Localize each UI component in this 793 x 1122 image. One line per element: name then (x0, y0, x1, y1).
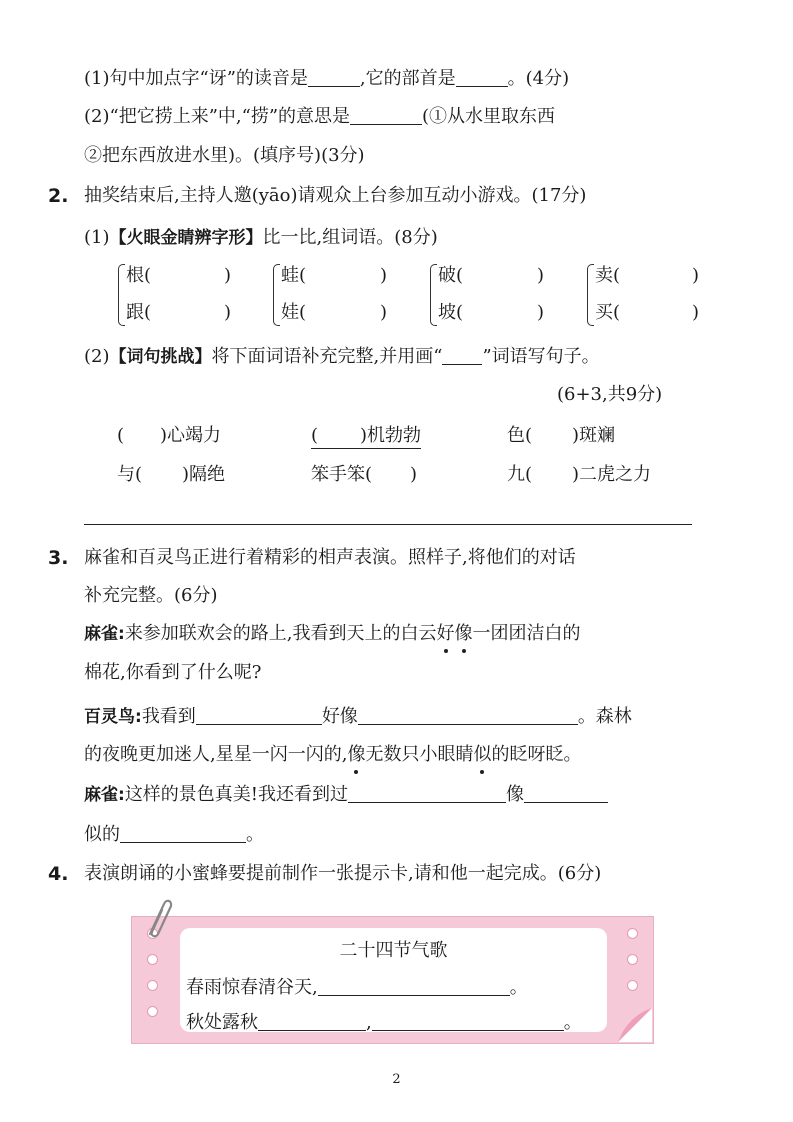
card-hole (627, 954, 638, 965)
pair-close: ) (224, 302, 232, 323)
word-item: 九( )二虎之力 (507, 464, 652, 485)
q1-sub2-text-a: (2)“把它捞上来”中,“捞”的意思是 (84, 106, 351, 127)
card-hole (627, 980, 638, 991)
word-item: 笨手笨( ) (311, 464, 418, 485)
brace-icon (587, 264, 594, 326)
dotted-char: 像 (347, 744, 366, 765)
pair-close: ) (537, 265, 545, 286)
q2-part2-text-a: 将下面词语补充完整,并用画“ (211, 346, 443, 367)
speaker-sparrow: 麻雀: (84, 785, 125, 805)
underline-sample (442, 344, 482, 365)
q1-sub2-line (84, 104, 555, 129)
dotted-char: 像 (454, 623, 473, 644)
pair-top: 破( (438, 265, 464, 286)
sentence-answer-line[interactable] (84, 524, 692, 525)
word-item: 与( )隔绝 (117, 464, 226, 485)
q1-sub1-text-a: (1)句中加点字“讶”的读音是 (84, 68, 308, 89)
q3-speaker2-line: 百灵鸟:我看到 好像 。森林 (84, 706, 632, 727)
pair-bottom: 坡( (438, 302, 464, 323)
speaker-sparrow: 麻雀: (84, 624, 125, 644)
pair-close: ) (537, 302, 545, 323)
q2-part2-prefix: (2) (84, 346, 110, 367)
pair-bottom: 跟( (126, 302, 152, 323)
card-hole (147, 954, 158, 965)
pair-close: ) (692, 302, 700, 323)
pair-bottom: 买( (595, 302, 621, 323)
q1-sub1-line (84, 66, 569, 91)
question-number: 4. (48, 863, 69, 885)
answer-blank[interactable] (120, 822, 246, 843)
brace-icon (118, 264, 125, 326)
card-hole (147, 980, 158, 991)
pair-close: ) (224, 265, 232, 286)
q2-part2-score: (6+3,共9分) (557, 384, 663, 405)
word-item: 色( )斑斓 (507, 425, 616, 446)
q2-part1-prefix: (1) (84, 227, 110, 248)
q2-part1-line (84, 226, 438, 250)
q2-part1-text: 比一比,组词语。(8分) (262, 227, 438, 248)
pair-close: ) (692, 265, 700, 286)
dotted-char: 好 (436, 623, 455, 644)
q3-text2: 补充完整。(6分) (84, 585, 218, 606)
brace-icon (273, 264, 280, 326)
answer-blank[interactable] (308, 66, 360, 87)
q3-speaker1-line2: 棉花,你看到了什么呢? (84, 662, 262, 683)
page-number: 2 (392, 1072, 401, 1087)
q1-sub1-text-c: 。(4分) (507, 68, 570, 89)
answer-blank[interactable] (258, 1010, 366, 1031)
q1-sub2-text-b: (①从水里取东西 (422, 106, 556, 127)
paperclip-icon (140, 896, 176, 942)
card-hole (627, 928, 638, 939)
word-item: ( )心竭力 (117, 425, 222, 446)
q2-part1-tag: 【火眼金睛辨字形】 (109, 228, 263, 248)
q3-speaker3-line: 麻雀:这样的景色真美!我还看到过 像 (84, 782, 608, 807)
q3-speaker3-line2: 似的 。 (84, 824, 264, 845)
q3-speaker2-line2: 的夜晚更加迷人,星星一闪一闪的,像无数只小眼睛似的眨呀眨。 (84, 744, 582, 765)
q1-sub2-line2: ②把东西放进水里)。(填序号)(3分) (84, 145, 365, 166)
pair-top: 根( (126, 265, 152, 286)
pair-bottom: 娃( (281, 302, 307, 323)
answer-blank[interactable] (318, 975, 510, 996)
q3-speaker1-line: 麻雀:来参加联欢会的路上,我看到天上的白云好像一团团洁白的 (84, 623, 581, 644)
answer-blank[interactable] (456, 66, 508, 87)
pair-top: 卖( (595, 265, 621, 286)
card-title: 二十四节气歌 (339, 940, 448, 961)
speaker-lark: 百灵鸟: (84, 707, 142, 727)
q3-text1: 麻雀和百灵鸟正进行着精彩的相声表演。照样子,将他们的对话 (84, 547, 576, 568)
question-number: 3. (48, 547, 69, 569)
answer-blank[interactable] (524, 782, 608, 803)
q2-part2-tag: 【词句挑战】 (109, 347, 212, 367)
answer-blank[interactable] (372, 1010, 564, 1031)
word-item-underlined: ( )机勃勃 (311, 424, 421, 449)
card-hole (147, 1006, 158, 1017)
card-line2: 秋处露秋 , 。 (186, 1012, 582, 1033)
folded-corner-icon (618, 1008, 652, 1042)
answer-blank[interactable] (348, 782, 506, 803)
question-number: 2. (48, 185, 69, 207)
pair-close: ) (380, 302, 388, 323)
answer-blank[interactable] (196, 704, 322, 725)
answer-blank[interactable] (350, 104, 422, 125)
card-line1: 春雨惊春清谷天, 。 (186, 977, 528, 998)
q2-part2-text-b: ”词语写句子。 (482, 346, 600, 367)
q4-text: 表演朗诵的小蜜蜂要提前制作一张提示卡,请和他一起完成。(6分) (84, 863, 602, 884)
q1-sub1-text-b: ,它的部首是 (359, 68, 456, 89)
answer-blank[interactable] (358, 704, 578, 725)
dotted-char: 似 (473, 744, 492, 765)
q2-part2-line (84, 344, 600, 369)
pair-close: ) (380, 265, 388, 286)
pair-top: 蛙( (281, 265, 307, 286)
brace-icon (430, 264, 437, 326)
q2-text: 抽奖结束后,主持人邀(yāo)请观众上台参加互动小游戏。(17分) (84, 185, 587, 206)
